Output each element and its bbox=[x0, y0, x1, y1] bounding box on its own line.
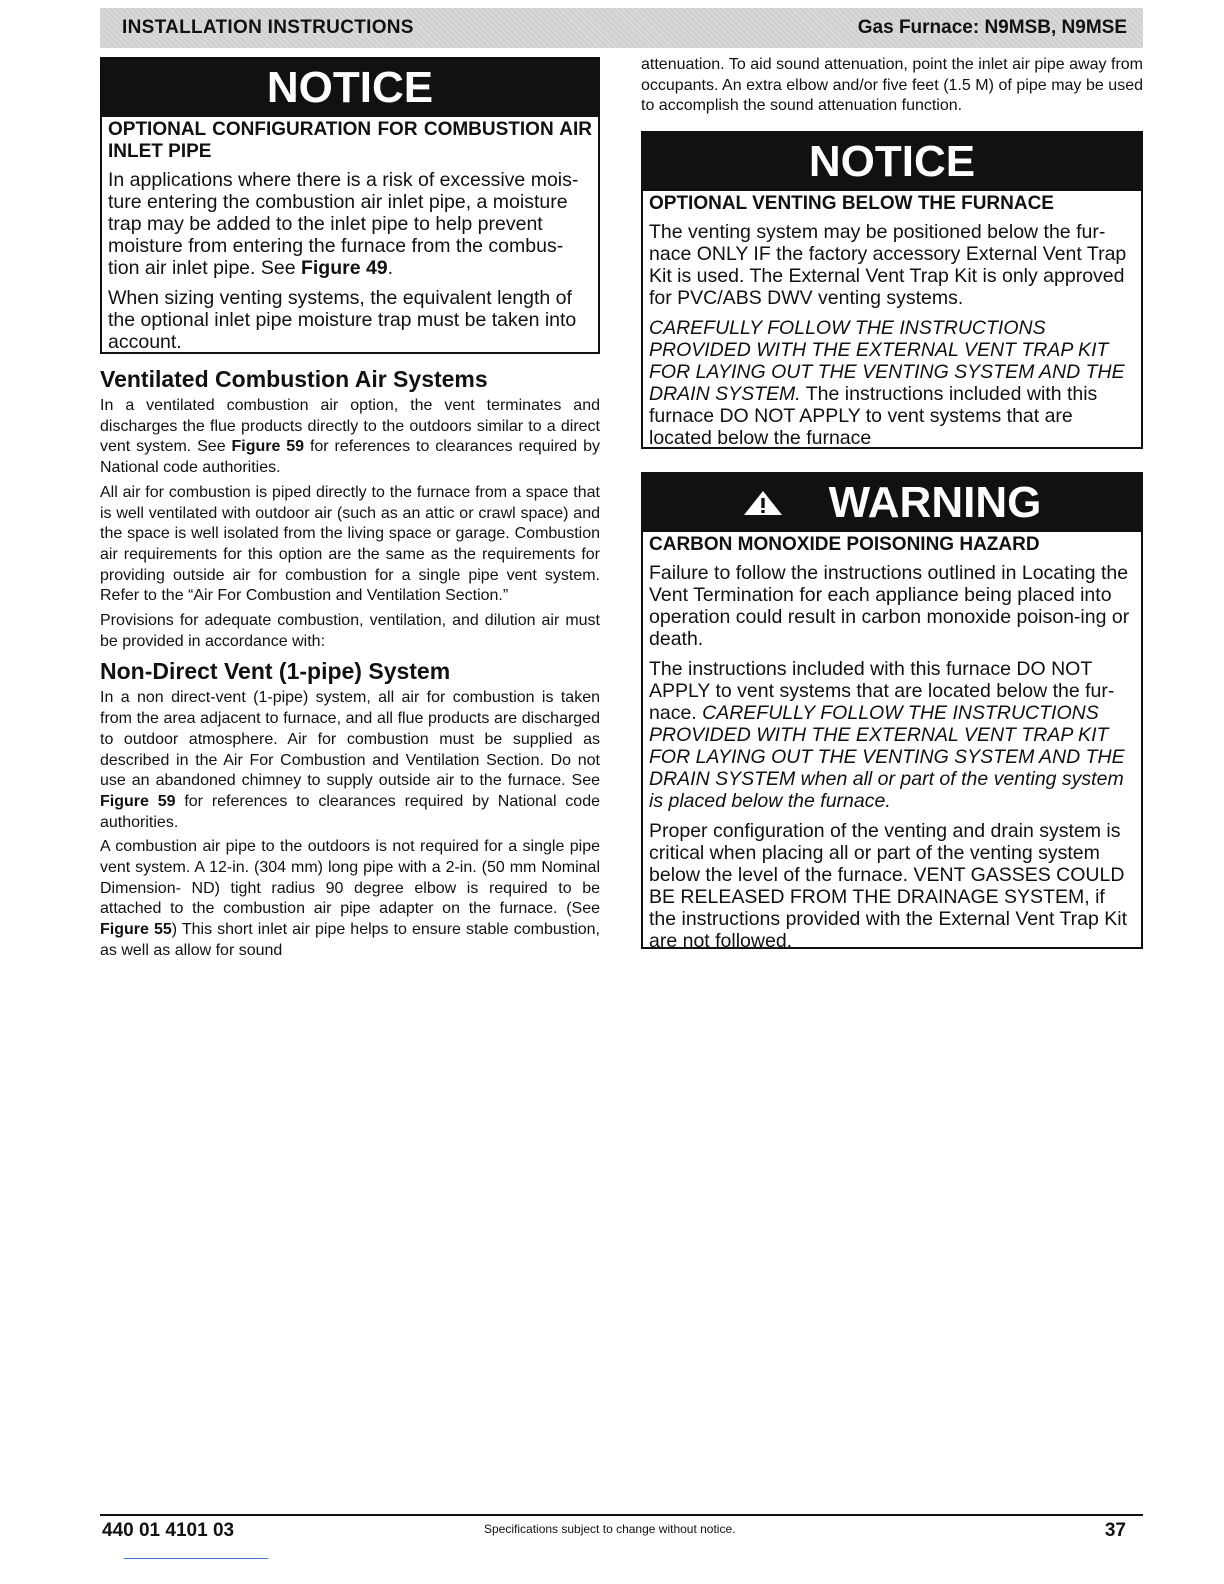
footer-page-number: 37 bbox=[1104, 1520, 1126, 1541]
notice-body bbox=[102, 169, 598, 357]
notice-text: The instructions included with this furnace DO NOT APPLY to vent systems that are located below the furnace bbox=[649, 383, 1098, 450]
header-section-title: INSTALLATION INSTRUCTIONS bbox=[122, 17, 414, 38]
notice-paragraph: The venting system may be positioned below the fur-nace ONLY IF the factory accessory External Vent Trap Kit is used. The External Vent Trap Kit is only approved for PVC/ABS DWV venting systems. bbox=[649, 221, 1127, 310]
figure-reference: Figure 59 bbox=[231, 438, 305, 456]
continued-body bbox=[641, 55, 1143, 117]
body-paragraph bbox=[100, 837, 600, 961]
footer-rule bbox=[100, 1514, 1143, 1516]
notice-italic-text: CAREFULLY FOLLOW THE INSTRUCTIONS PROVIDED WITH THE EXTERNAL VENT TRAP KIT FOR LAYING OUT THE VENTING SYSTEM AND THE DRAIN SYSTEM. bbox=[649, 317, 1125, 406]
notice-paragraph: When sizing venting systems, the equivalent length of the optional inlet pipe moisture trap must be taken into account. bbox=[108, 287, 577, 353]
warning-box-carbon-monoxide bbox=[641, 472, 1143, 953]
notice-paragraph bbox=[649, 317, 1135, 449]
notice-body bbox=[643, 221, 1141, 453]
notice-text: In applications where there is a risk of excessive mois-ture entering the combustion air inlet pipe, a moisture trap may be added to the inlet pipe to help prevent moisture from entering the furnace from the combus-tion air inlet pipe. See bbox=[108, 169, 579, 279]
notice-paragraph bbox=[108, 169, 592, 279]
notice-subtitle: OPTIONAL CONFIGURATION FOR COMBUSTION AIR INLET PIPE bbox=[108, 119, 592, 162]
section-heading-nondirect: Non-Direct Vent (1-pipe) System bbox=[100, 658, 451, 685]
left-column bbox=[100, 57, 600, 966]
warning-banner bbox=[643, 474, 1141, 532]
footer-disclaimer: Specifications subject to change without notice. bbox=[484, 1522, 736, 1536]
footer-document-number: 440 01 4101 03 bbox=[102, 1520, 235, 1541]
notice-subtitle: OPTIONAL VENTING BELOW THE FURNACE bbox=[649, 193, 1054, 215]
page-header bbox=[100, 8, 1143, 48]
warning-italic-text: CAREFULLY FOLLOW THE INSTRUCTIONS PROVIDED WITH THE EXTERNAL VENT TRAP KIT FOR LAYING OUT THE VENTING SYSTEM AND THE DRAIN SYSTEM when all or part of the venting system is placed below the furnace. bbox=[649, 702, 1125, 813]
warning-subtitle: CARBON MONOXIDE POISONING HAZARD bbox=[649, 534, 1040, 556]
figure-reference: Figure 55 bbox=[100, 921, 172, 939]
notice-box-venting-below bbox=[641, 131, 1143, 449]
warning-triangle-icon bbox=[743, 473, 783, 531]
figure-reference: Figure 49 bbox=[300, 257, 388, 279]
body-text: for references to clearances required by National code authorities. bbox=[100, 792, 601, 831]
notice-box-inlet-pipe bbox=[100, 57, 600, 354]
header-product-title: Gas Furnace: N9MSB, N9MSE bbox=[857, 17, 1127, 38]
body-paragraph: Provisions for adequate combustion, ventilation, and dilution air must be provided in accordance with: bbox=[100, 612, 600, 650]
body-paragraph bbox=[100, 396, 600, 479]
warning-paragraph bbox=[649, 658, 1135, 812]
notice-text: . bbox=[387, 257, 394, 279]
warning-text: The instructions included with this furnace DO NOT APPLY to vent systems that are located below the fur-nace. bbox=[649, 658, 1115, 725]
body-text: In a ventilated combustion air option, the vent terminates and discharges the flue products directly to the outdoors similar to a direct vent system. See bbox=[100, 397, 600, 456]
body-paragraph: All air for combustion is piped directly to the furnace from a space that is well ventilated with outdoor air (such as an attic or crawl space) and the space is well isolated from the living space or garage. Combustion air requirements for this option are the same as the requirements for providing outside air for combustion for a single pipe vent system. Refer to the “Air For Combustion and Ventilation Section.” bbox=[100, 483, 600, 605]
body-paragraph: attenuation. To aid sound attenuation, point the inlet air pipe away from occupants. An extra elbow and/or five feet (1.5 M) of pipe may be used to accomplish the sound attenuation function. bbox=[641, 56, 1143, 115]
warning-paragraph: Failure to follow the instructions outlined in Locating the Vent Termination for each appliance being placed into operation could result in carbon monoxide poison-ing or death. bbox=[649, 562, 1130, 651]
figure-reference: Figure 59 bbox=[100, 792, 176, 810]
footer-link-underline bbox=[124, 1558, 268, 1559]
nondirect-body bbox=[100, 688, 600, 961]
ventilated-body bbox=[100, 396, 600, 652]
body-paragraph bbox=[100, 688, 600, 833]
warning-paragraph: Proper configuration of the venting and drain system is critical when placing all or part of the venting system below the level of the furnace. VENT GASSES COULD BE RELEASED FROM THE DRAINAGE SYSTEM, if the instructions provided with the External Vent Trap Kit are not followed. bbox=[649, 820, 1128, 953]
right-column bbox=[641, 55, 1143, 953]
warning-body bbox=[643, 562, 1141, 956]
section-heading-ventilated: Ventilated Combustion Air Systems bbox=[100, 366, 488, 392]
body-text: In a non direct-vent (1-pipe) system, all air for combustion is taken from the area adjacent to furnace, and all flue products are discharged to outdoor atmosphere. Air for combustion must be supplied as described in the Air For Combustion and Ventilation Section. Do not use an abandoned chimney to supply outside air to the furnace. See bbox=[100, 689, 600, 790]
body-text: A combustion air pipe to the outdoors is not required for a single pipe vent system. A 12-in. (304 mm) long pipe with a 2-in. (50 mm Nominal Dimension- ND) tight radius 90 degree elbow is required to be attached to the combustion air pipe adapter on the furnace. (See bbox=[100, 838, 600, 918]
warning-banner-label: WARNING bbox=[828, 478, 1042, 528]
body-text: for references to clearances required by National code authorities. bbox=[100, 438, 600, 477]
body-text: ) This short inlet air pipe helps to ensure stable combustion, as well as allow for sound bbox=[100, 921, 600, 959]
notice-banner: NOTICE bbox=[102, 59, 598, 117]
notice-banner: NOTICE bbox=[643, 133, 1141, 191]
